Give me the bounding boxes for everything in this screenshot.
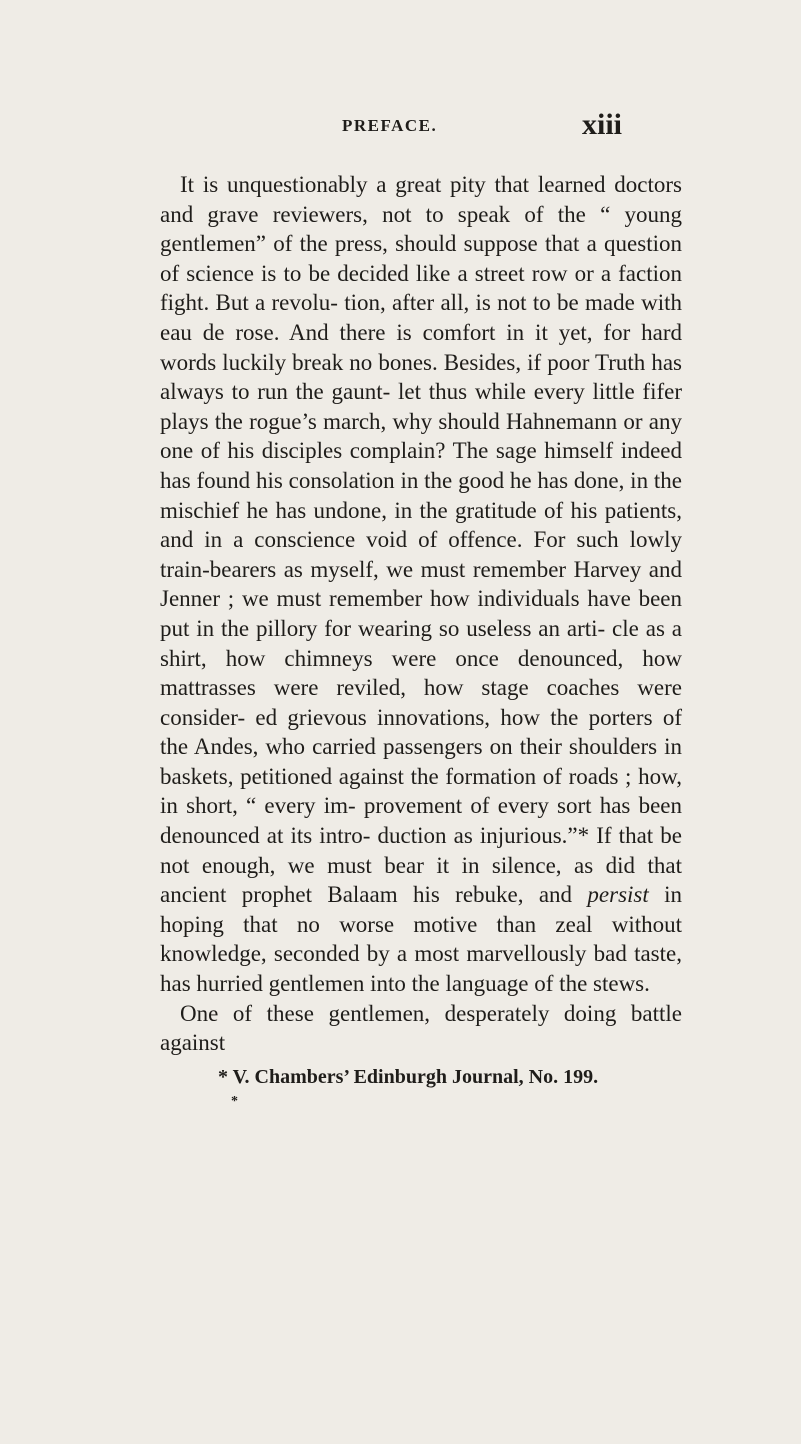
paragraph: One of these gentlemen, desperately doing battle against <box>160 1000 682 1056</box>
paragraph-text: It is unquestionably a great pity that learned doctors and grave reviewers, not to speak of the “ young gentlemen” of the press, should suppose that a question of science is to be decided like a street row or a faction fight. But a revolu- tion, after all, is not to be made with eau de rose. And there is comfort in it yet, for hard words luckily break no bones. Besides, if poor Truth has always to run the gaunt- let thus while every little fifer plays the rogue’s march, why should Hahnemann or any one of his disciples complain? The sage himself indeed has found his consolation in the good he has done, in the mischief he has undone, in the gratitude of his patients, and in a conscience void of offence. For such lowly train-bearers as myself, we must remember Harvey and Jenner ; we must remember how individuals have been put in the pillory for wearing so useless an arti- cle as a shirt, how chimneys were once denounced, how mattrasses were reviled, how stage coaches were consider- ed grievous innovations, how the porters of the Andes, who carried passengers on their shoulders in baskets, petitioned against the formation of roads ; how, in short, “ every im- provement of every sort has been denounced at its intro- duction as injurious.”* If that be not enough, we must bear it in silence, as did that ancient prophet Balaam his rebuke, and <box>160 172 682 908</box>
signature-mark: * <box>231 1094 238 1109</box>
page-number: xiii <box>582 108 623 141</box>
paragraph <box>160 170 682 999</box>
page-header <box>0 108 801 156</box>
paragraph-text-continued: in hoping that no worse motive than zeal without knowledge, seconded by a most marvellously bad taste, has hurried gentlemen into the language of the stews. <box>160 882 683 997</box>
emphasis-text: persist <box>587 882 649 908</box>
running-head: PREFACE. <box>342 116 438 135</box>
body-text <box>160 170 682 1058</box>
footnote: * V. Chambers’ Edinburgh Journal, No. 199. <box>218 1066 599 1088</box>
